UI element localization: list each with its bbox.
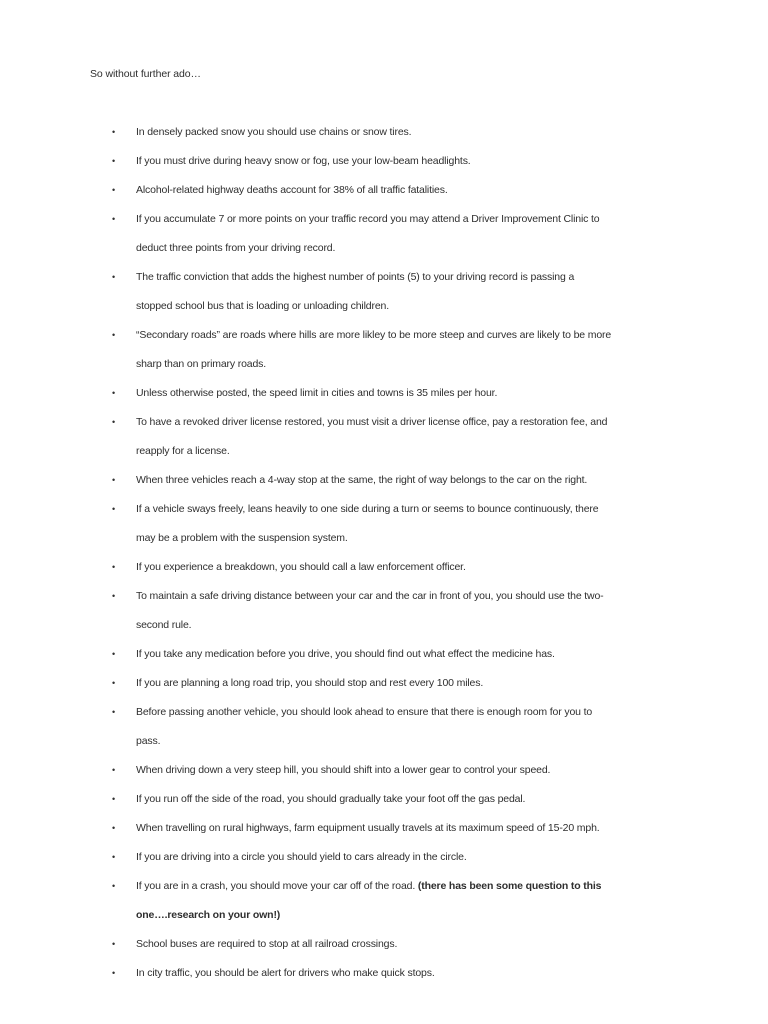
bullet-icon: • xyxy=(112,272,116,282)
list-item-text: To have a revoked driver license restored, you must visit a driver license office, pay a restoration fee, and xyxy=(136,416,608,428)
list-item xyxy=(0,495,768,553)
list-item-text: reapply for a license. xyxy=(136,445,230,457)
list-item-text: If you take any medication before you drive, you should find out what effect the medicine has. xyxy=(136,648,555,660)
bullet-icon: • xyxy=(112,939,116,949)
list-item-text: deduct three points from your driving record. xyxy=(136,242,336,254)
list-item-text: To maintain a safe driving distance between your car and the car in front of you, you should use the two- xyxy=(136,590,604,602)
list-item xyxy=(0,147,768,176)
list-item-text xyxy=(136,872,678,901)
bullet-icon: • xyxy=(112,823,116,833)
list-item xyxy=(0,756,768,785)
bullet-icon: • xyxy=(112,417,116,427)
bullet-icon: • xyxy=(112,649,116,659)
driving-tips-list xyxy=(0,118,768,988)
bullet-icon: • xyxy=(112,678,116,688)
bullet-icon: • xyxy=(112,388,116,398)
bullet-icon: • xyxy=(112,504,116,514)
list-item-text: The traffic conviction that adds the highest number of points (5) to your driving record is passing a xyxy=(136,271,575,283)
list-item xyxy=(0,814,768,843)
list-item-text: If you experience a breakdown, you should call a law enforcement officer. xyxy=(136,561,466,573)
bullet-icon: • xyxy=(112,562,116,572)
bullet-icon: • xyxy=(112,794,116,804)
list-item-text: may be a problem with the suspension system. xyxy=(136,532,348,544)
list-item-text: If you are planning a long road trip, you should stop and rest every 100 miles. xyxy=(136,677,484,689)
list-item xyxy=(0,205,768,263)
list-item-text: If you run off the side of the road, you should gradually take your foot off the gas pedal. xyxy=(136,793,526,805)
list-item-text: Unless otherwise posted, the speed limit in cities and towns is 35 miles per hour. xyxy=(136,387,498,399)
bullet-icon: • xyxy=(112,591,116,601)
bullet-icon: • xyxy=(112,852,116,862)
list-item-note: (there has been some question to this xyxy=(417,880,602,892)
list-item xyxy=(0,118,768,147)
list-item-text: In densely packed snow you should use chains or snow tires. xyxy=(136,126,412,138)
list-item-text: If you are driving into a circle you should yield to cars already in the circle. xyxy=(136,851,467,863)
list-item-text: In city traffic, you should be alert for drivers who make quick stops. xyxy=(136,967,435,979)
list-item-text: second rule. xyxy=(136,619,192,631)
list-item xyxy=(0,930,768,959)
list-item-text: School buses are required to stop at all railroad crossings. xyxy=(136,938,398,950)
bullet-icon: • xyxy=(112,765,116,775)
list-item xyxy=(0,553,768,582)
list-item xyxy=(0,640,768,669)
list-item xyxy=(0,582,768,640)
list-item-text: When travelling on rural highways, farm equipment usually travels at its maximum speed of 15-20 mph. xyxy=(136,822,600,834)
list-item xyxy=(0,466,768,495)
list-item xyxy=(0,321,768,379)
bullet-icon: • xyxy=(112,127,116,137)
list-item xyxy=(0,843,768,872)
bullet-icon: • xyxy=(112,475,116,485)
bullet-icon: • xyxy=(112,330,116,340)
bullet-icon: • xyxy=(112,214,116,224)
list-item xyxy=(0,698,768,756)
list-item xyxy=(0,408,768,466)
list-item-text: When driving down a very steep hill, you should shift into a lower gear to control your speed. xyxy=(136,764,551,776)
bullet-icon: • xyxy=(112,185,116,195)
list-item-text: pass. xyxy=(136,735,161,747)
list-item-text-normal: If you are in a crash, you should move your car off of the road. xyxy=(136,880,418,892)
list-item-text: “Secondary roads” are roads where hills are more likley to be more steep and curves are likely to be more xyxy=(136,329,612,341)
list-item xyxy=(0,872,768,930)
list-item xyxy=(0,669,768,698)
list-item-text: Alcohol-related highway deaths account for 38% of all traffic fatalities. xyxy=(136,184,448,196)
bullet-icon: • xyxy=(112,707,116,717)
intro-text: So without further ado… xyxy=(90,68,201,80)
bullet-icon: • xyxy=(112,156,116,166)
list-item-text: If you must drive during heavy snow or fog, use your low-beam headlights. xyxy=(136,155,471,167)
list-item-text: sharp than on primary roads. xyxy=(136,358,267,370)
bullet-icon: • xyxy=(112,968,116,978)
list-item-note: one….research on your own!) xyxy=(136,909,281,921)
list-item xyxy=(0,176,768,205)
list-item xyxy=(0,263,768,321)
bullet-icon: • xyxy=(112,881,116,891)
list-item xyxy=(0,959,768,988)
list-item-text: If you accumulate 7 or more points on your traffic record you may attend a Driver Improvement Clinic to xyxy=(136,213,600,225)
list-item xyxy=(0,379,768,408)
list-item-text: stopped school bus that is loading or unloading children. xyxy=(136,300,389,312)
list-item-text: Before passing another vehicle, you should look ahead to ensure that there is enough room for you to xyxy=(136,706,593,718)
list-item xyxy=(0,785,768,814)
list-item-text: When three vehicles reach a 4-way stop at the same, the right of way belongs to the car on the right. xyxy=(136,474,588,486)
list-item-text: If a vehicle sways freely, leans heavily to one side during a turn or seems to bounce continuously, there xyxy=(136,503,599,515)
